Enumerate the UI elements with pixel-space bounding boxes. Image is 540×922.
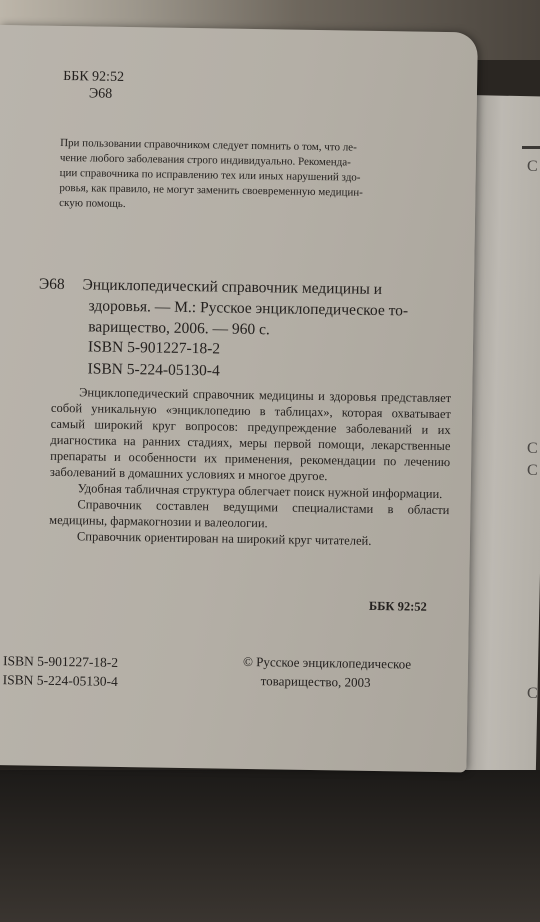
annotation-paragraph: Справочник составлен ведущими специалистами в области медицины, фармакогнозии и валеологии. <box>49 497 450 531</box>
copyright <box>243 652 412 693</box>
catalog-line: здоровья. — М.: Русское энциклопедическое то- <box>88 297 409 320</box>
adjacent-page-glyph: С <box>527 440 538 457</box>
adjacent-page-rule <box>522 146 540 149</box>
author-mark: Э68 <box>88 86 113 102</box>
isbn-line: ISBN 5-901227-18-2 <box>87 338 221 358</box>
annotation-paragraph: Удобная табличная структура облегчает поиск нужной информации. <box>77 481 443 502</box>
catalog-isbn <box>87 336 220 382</box>
bbk-footer: ББК 92:52 <box>368 598 427 614</box>
adjacent-page-glyph: С <box>527 462 538 479</box>
notice-line: чение любого заболевания строго индивидуально. Рекоменда- <box>59 151 351 169</box>
book-page <box>0 25 478 772</box>
usage-notice <box>59 136 440 217</box>
isbn-line: ISBN 5-224-05130-4 <box>2 672 118 689</box>
catalog-line: варищество, 2006. — 960 с. <box>88 318 271 339</box>
isbn-line: ISBN 5-901227-18-2 <box>2 653 119 670</box>
notice-line: ровья, как правило, не могут заменить своевременную медицин- <box>59 181 363 199</box>
catalog-entry <box>38 274 409 343</box>
copyright-line: товарищество, 2003 <box>260 673 371 690</box>
background-bottom <box>0 770 540 922</box>
annotation-paragraph: Энциклопедический справочник медицины и здоровья представляет собой уникальную «энциклопедию в таблицах», которая охватывает самый широкий круг вопросов: предупреждение заболеваний и их диагностика на ранних стадиях, меры первой помощи, лекарственные препараты и особенности их применения, рекомендации по лечению заболеваний в домашних условиях и многое другое. <box>49 385 452 484</box>
bbk-code: ББК 92:52 <box>63 68 125 85</box>
catalog-line: Энциклопедический справочник медицины и <box>82 276 383 299</box>
bbk-header <box>63 68 124 103</box>
footer-isbn <box>3 651 119 691</box>
annotation <box>49 384 451 550</box>
isbn-line: ISBN 5-224-05130-4 <box>87 360 220 380</box>
copyright-line: © Русское энциклопедическое <box>242 653 412 672</box>
annotation-paragraph: Справочник ориентирован на широкий круг читателей. <box>76 529 372 548</box>
notice-line: скую помощь. <box>59 196 126 210</box>
notice-line: При пользовании справочником следует помнить о том, что ле- <box>60 136 357 154</box>
adjacent-page-glyph: С <box>527 158 538 175</box>
adjacent-page-glyph: С <box>527 685 538 702</box>
notice-line: ции справочника по исправлению тех или иных нарушений здо- <box>59 166 361 184</box>
catalog-mark: Э68 <box>38 275 65 294</box>
